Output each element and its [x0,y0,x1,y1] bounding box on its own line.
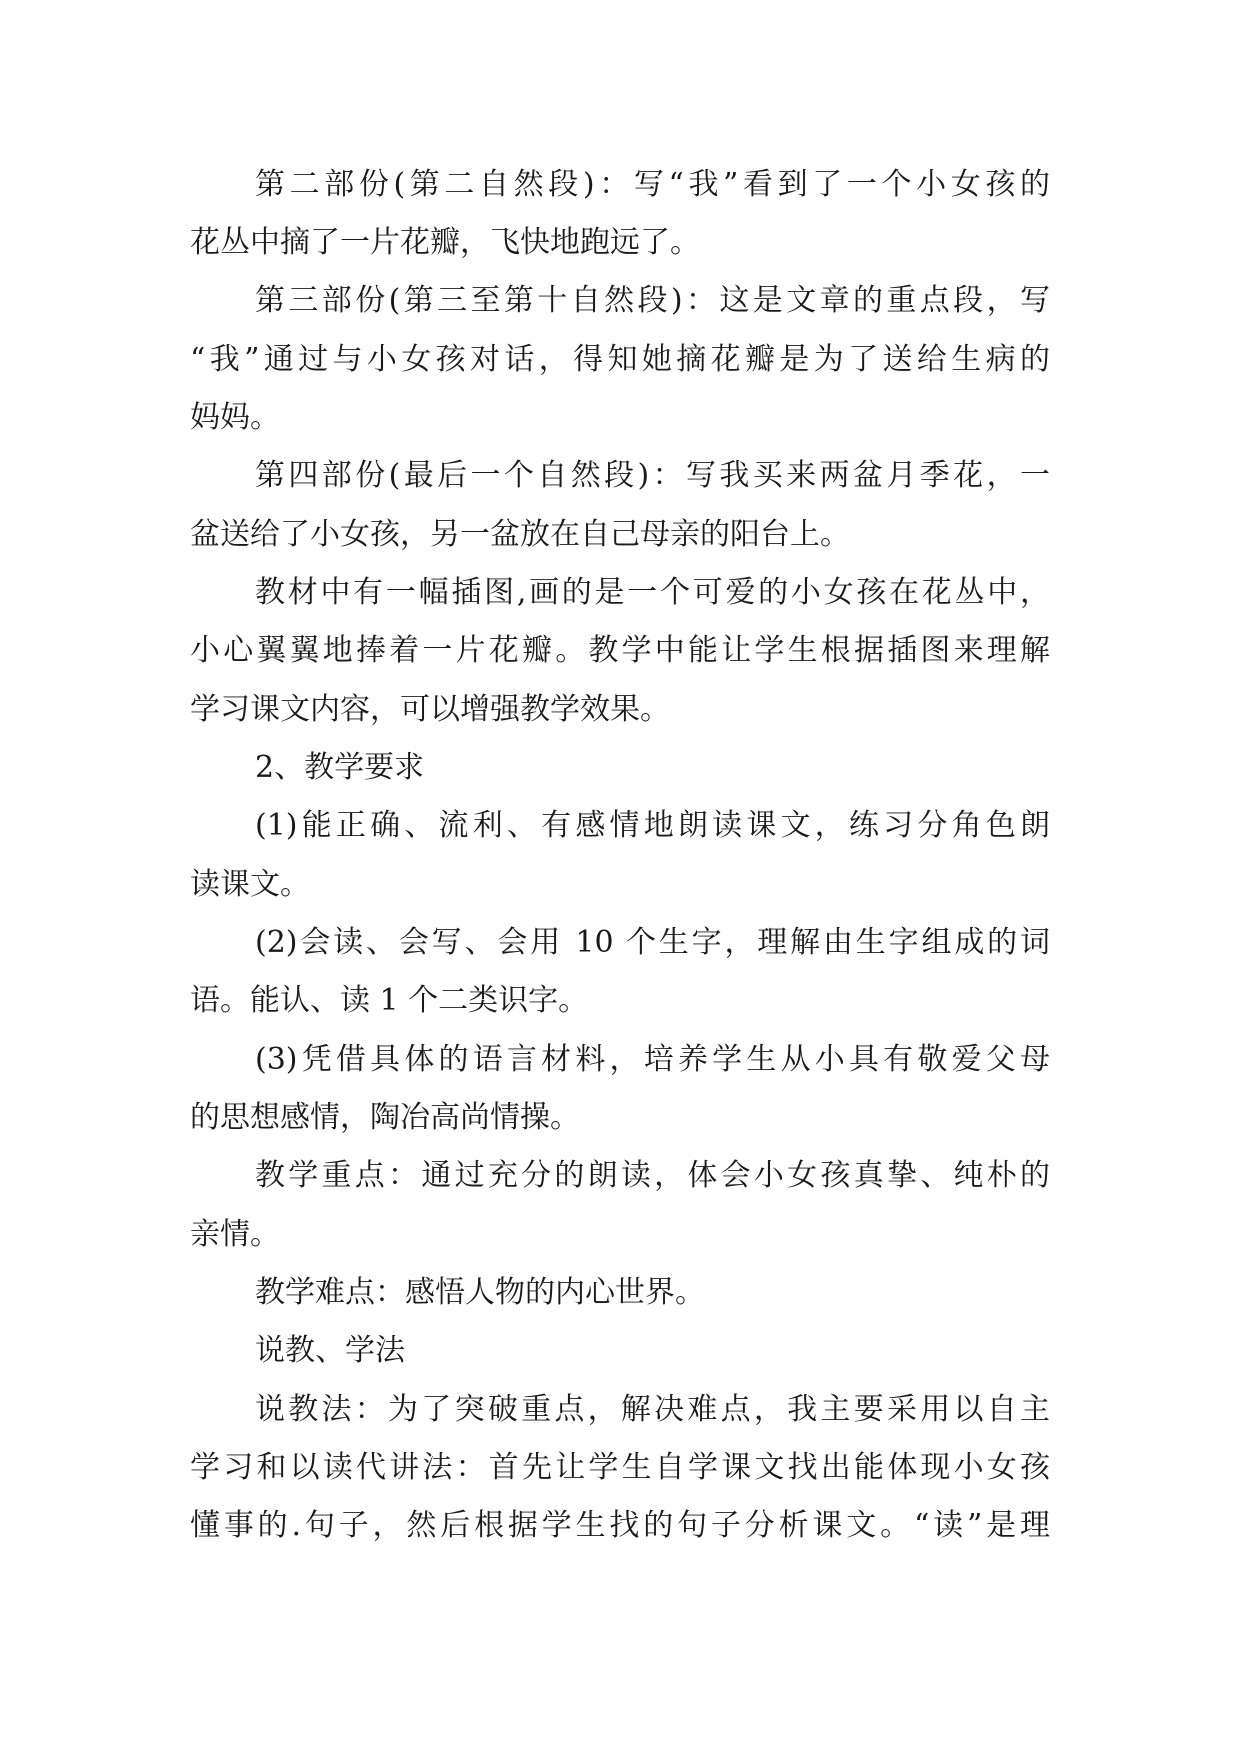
paragraph-line: 教学难点：感悟人物的内心世界。 [255,1275,705,1310]
paragraph-line: “我”通过与小女孩对话，得知她摘花瓣是为了送给生病的 [190,342,1050,377]
paragraph-line: (3)凭借具体的语言材料，培养学生从小具有敬爱父母 [255,1042,1050,1077]
paragraph-line: 花丛中摘了一片花瓣，飞快地跑远了。 [190,225,700,260]
paragraph-line: (2)会读、会写、会用 10 个生字，理解由生字组成的词 [255,925,1050,960]
paragraph-line: 语。能认、读 1 个二类识字。 [190,983,589,1018]
paragraph-line: 第四部份(最后一个自然段)：写我买来两盆月季花，一 [255,458,1050,493]
paragraph-line: 读课文。 [190,867,310,902]
paragraph-line: 教学重点：通过充分的朗读，体会小女孩真挚、纯朴的 [255,1158,1050,1193]
paragraph-line: 妈妈。 [190,400,280,435]
paragraph-line: 说教法：为了突破重点，解决难点，我主要采用以自主 [255,1392,1050,1427]
paragraph-line: 亲情。 [190,1217,280,1252]
paragraph-line: 第三部份(第三至第十自然段)：这是文章的重点段，写 [255,283,1050,318]
paragraph-line: 学习和以读代讲法：首先让学生自学课文找出能体现小女孩 [190,1450,1050,1485]
paragraph-line: (1)能正确、流利、有感情地朗读课文，练习分角色朗 [255,808,1050,843]
paragraph-line: 的思想感情，陶冶高尚情操。 [190,1100,580,1135]
paragraph-line: 懂事的.句子，然后根据学生找的句子分析课文。“读”是理 [190,1508,1050,1543]
paragraph-line: 教材中有一幅插图,画的是一个可爱的小女孩在花丛中， [255,575,1050,610]
section-heading: 2、教学要求 [255,750,425,785]
paragraph-line: 第二部份(第二自然段)：写“我”看到了一个小女孩的 [255,167,1050,202]
paragraph-line: 学习课文内容，可以增强教学效果。 [190,692,670,727]
paragraph-line: 盆送给了小女孩，另一盆放在自己母亲的阳台上。 [190,517,850,552]
section-heading: 说教、学法 [255,1333,405,1368]
paragraph-line: 小心翼翼地捧着一片花瓣。教学中能让学生根据插图来理解 [190,633,1050,668]
